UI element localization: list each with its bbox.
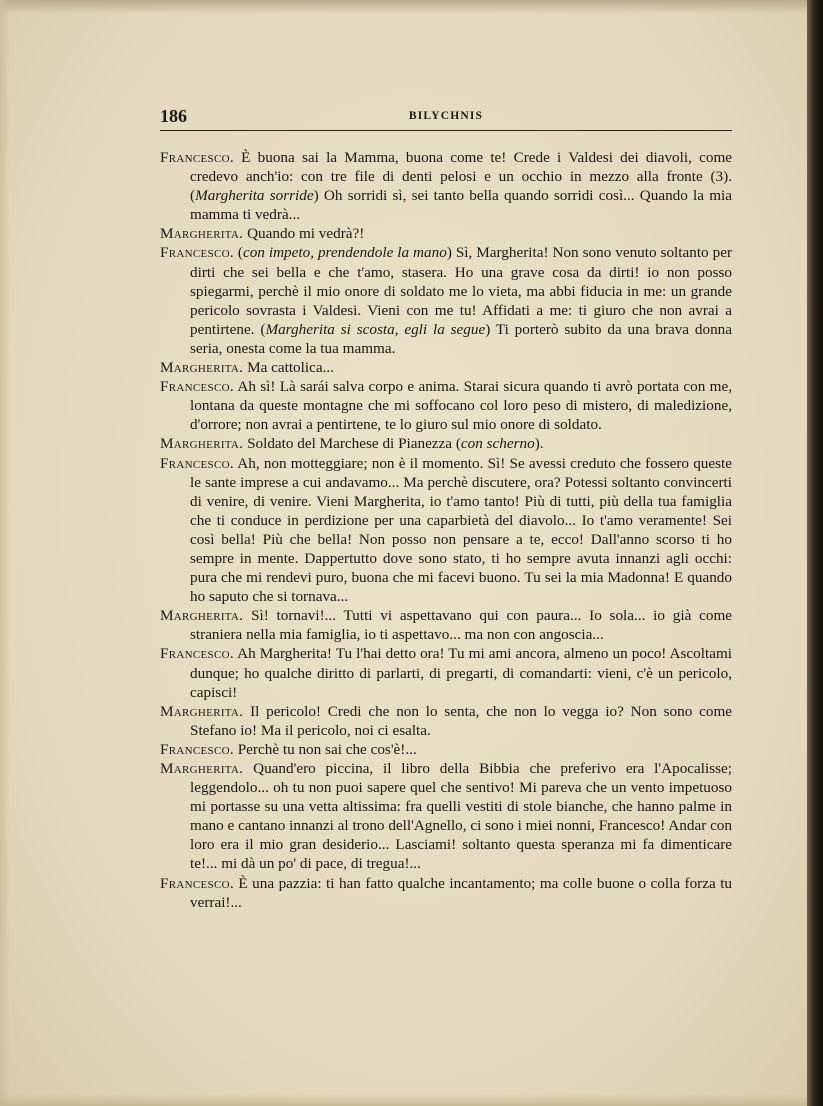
speaker-name: Francesco. [160, 454, 234, 472]
spoken-line: Quando mi vedrà?! [247, 225, 365, 243]
speaker-name: Francesco. [160, 740, 234, 758]
dialogue-paragraph [160, 759, 732, 874]
spoken-line: ). [534, 435, 544, 453]
spoken-line: Il pericolo! Credi che non lo senta, che non lo vegga io? Non sono come Stefano io! Ma il pericolo, noi ci esalta. [190, 702, 733, 739]
speaker-name: Margherita. [160, 702, 244, 720]
spoken-line: È buona sai la Mamma, buona come te! Crede i Valdesi dei diavoli, come credevo anch'io: con tre file di denti pelosi e un occhio in mezzo alla fronte (3). ( [190, 149, 732, 205]
speaker-name: Margherita. [160, 607, 244, 625]
speaker-name: Margherita. [160, 435, 244, 453]
page-left-edge [0, 0, 10, 1106]
stage-direction: Margherita si scosta, egli la segue [265, 320, 486, 338]
page-header [160, 106, 732, 130]
dialogue-paragraph [160, 702, 732, 740]
spoken-line: Ah Margherita! Tu l'hai detto ora! Tu mi ami ancora, almeno un poco! Ascoltami dunque; ho qualche diritto di parlarti, di pregarti, di comandarti: vieni, c'è un pericolo, capisci! [190, 645, 732, 701]
speaker-name: Francesco. [160, 244, 234, 262]
speaker-name: Francesco. [160, 874, 234, 892]
spoken-line: Ma cattolica... [247, 359, 334, 377]
stage-direction: Margherita sorride [195, 187, 314, 205]
spoken-line: ) Sì, Margherita! Non sono venuto soltanto per dirti che sei bella e che t'amo, stasera. Ho una grave cosa da dirti! io non posso spiegarmi, perchè il mio onore di soldato me lo vieta, ma abbi fiducia in me: un grande pericolo sovrasta i Valdesi. Vieni con me tu! Affidati a me: ti giuro che non avrai a pentirtene. ( [190, 244, 732, 338]
dialogue-paragraph [160, 434, 732, 453]
dialogue-paragraph [160, 644, 732, 701]
spoken-line: Quand'ero piccina, il libro della Bibbia che preferivo era l'Apocalisse; leggendolo... oh tu non puoi sapere quel che sentivo! Mi pareva che un vento impetuoso mi portasse su una vetta altissima: fra quelli vestiti di stole bianche, che hanno palme in mano e cantano innanzi al trono dell'Agnello, ci sono i miei nonni, Francesco! Andar con loro era il mio gran desiderio... Lasciami! soltanto questa speranza mi fa dimenticare te!... mi dà un po' di pace, di tregua!... [190, 760, 732, 873]
dialogue-paragraph [160, 377, 732, 434]
speaker-name: Francesco. [160, 378, 234, 396]
stage-direction: con impeto, prendendole la mano [242, 244, 447, 262]
spoken-line: Ah sì! Là sarái salva corpo e anima. Starai sicura quando ti avrò portata con me, lontana da queste montagne che mi soffocano col loro peso di mistero, di maledizione, d'orrore; non avrai a pentirtene, te lo giuro sul mio onore di soldato. [190, 378, 732, 434]
dialogue-paragraph [160, 224, 732, 243]
page-bottom-edge [0, 1094, 823, 1106]
spoken-line: ( [237, 244, 243, 262]
page-number: 186 [160, 106, 187, 126]
spoken-line: Ah, non motteggiare; non è il momento. Sì! Se avessi creduto che fossero queste le sante imprese a cui andavamo... Ma perchè discutere, ora? Potessi soltanto convincerti di venire, di venire. Vieni Margherita, io t'amo tanto! Più di tutti, più della tua famiglia che ti conduce in perdizione per una caparbietà del diavolo... Io t'amo veramente! Sei così bella! Più che bella! Non posso non pensare a te, ecco! Dall'anno scorso ti ho sempre in mente. Dappertutto dove sono stato, ti ho sempre avuta innanzi agli occhi: pura che mi rendevi puro, buona che mi facevi buono. Tu sei la mia Madonna! E quando ho saputo che si tornava... [190, 454, 733, 606]
spoken-line: ) Oh sorridi sì, sei tanto bella quando sorridi così... Quando la mia mamma ti vedrà... [190, 187, 732, 224]
dialogue-paragraph [160, 874, 732, 912]
dialogue-text [160, 148, 732, 912]
speaker-name: Margherita. [160, 359, 244, 377]
dialogue-paragraph [160, 243, 732, 358]
spoken-line: Soldato del Marchese di Pianezza ( [247, 435, 461, 453]
spoken-line: Perchè tu non sai che cos'è!... [237, 740, 417, 758]
dialogue-paragraph [160, 740, 732, 759]
spoken-line: Sì! tornavi!... Tutti vi aspettavano qui con paura... Io sola... io già come straniera nella mia famiglia, io ti aspettavo... ma non con angoscia... [190, 607, 732, 644]
dialogue-paragraph [160, 148, 732, 224]
speaker-name: Margherita. [160, 225, 244, 243]
dialogue-paragraph [160, 606, 732, 644]
running-title: BILYCHNIS [408, 110, 484, 122]
speaker-name: Francesco. [160, 149, 234, 166]
dialogue-paragraph [160, 358, 732, 377]
dialogue-paragraph [160, 454, 732, 607]
header-rule [160, 130, 732, 131]
page-top-edge [0, 0, 823, 14]
spoken-line: ) Ti porterò subito da una brava donna seria, onesta come la tua mamma. [190, 320, 733, 357]
spoken-line: È una pazzia: ti han fatto qualche incantamento; ma colle buone o colla forza tu verrai!... [190, 874, 733, 911]
speaker-name: Francesco. [160, 645, 234, 663]
speaker-name: Margherita. [160, 760, 244, 777]
stage-direction: con scherno [460, 435, 535, 453]
page-binding-shadow [807, 0, 823, 1106]
